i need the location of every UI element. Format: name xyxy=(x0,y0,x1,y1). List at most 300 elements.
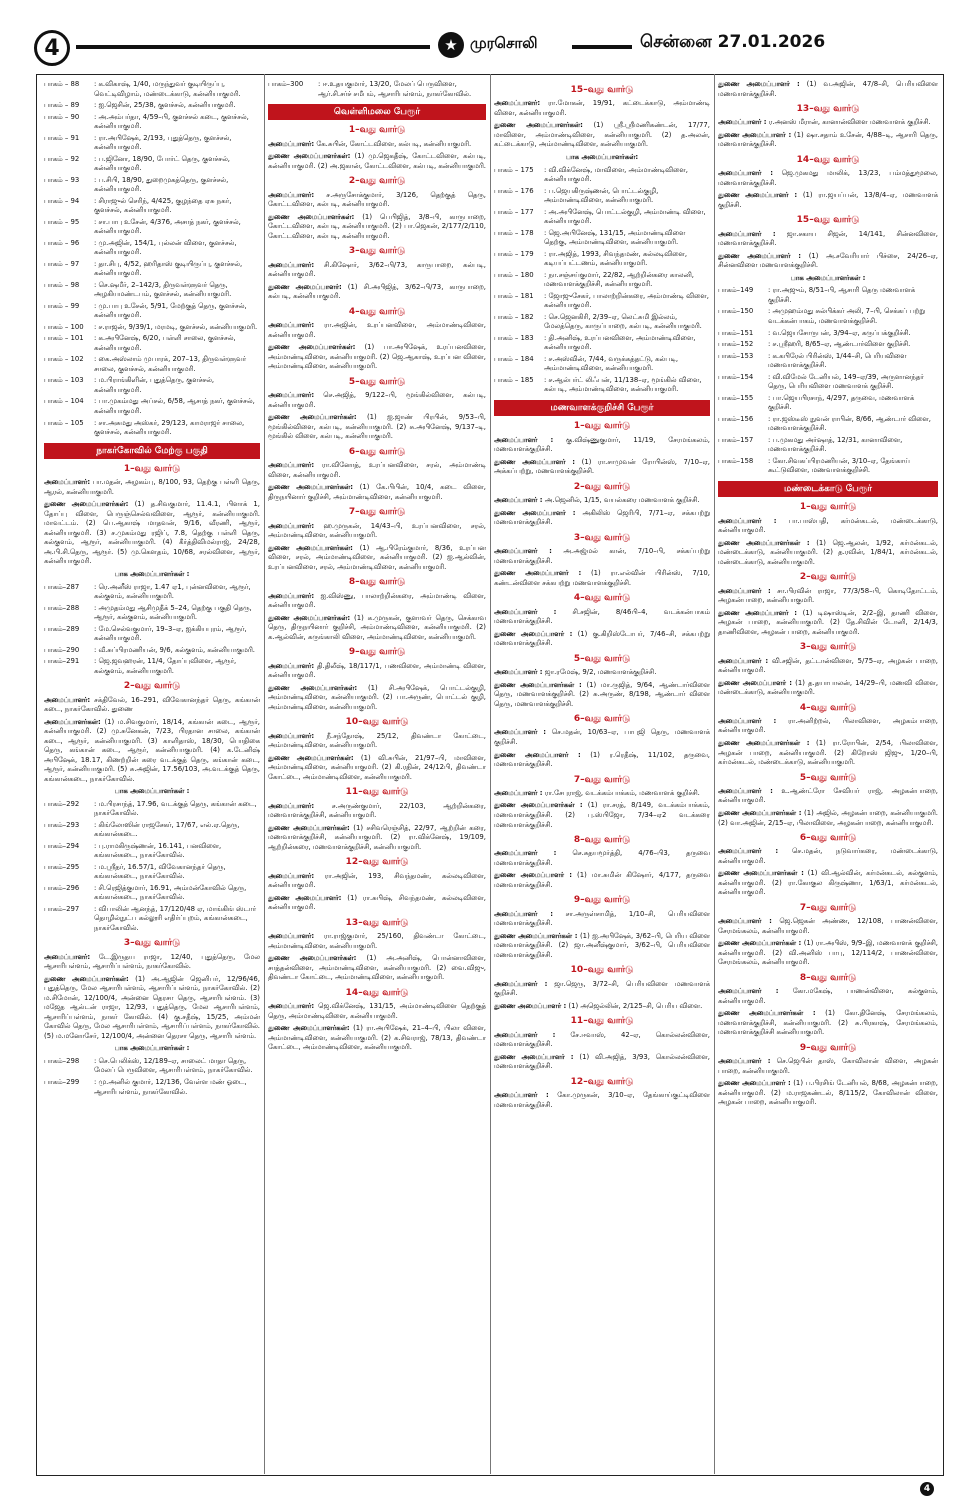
appointee-paragraph xyxy=(718,131,938,150)
booth-number: பாகம்–152 xyxy=(718,340,754,349)
booth-appointee: : தி.அனிஷ், உரப்பனவிளை, அம்மாண்டிவிளை, கன்னியாகுமரி. xyxy=(544,333,696,352)
booth-appointee: : அ.அபினேஷ், பொட்டல்குழி, அம்மாண்டி விளை, கன்னியாகுமரி. xyxy=(544,207,706,226)
appointee-details: (1) ஷா.சதாம் உசேன், 4/88–டி, ஆசாரி தெரு, மணவாளக்குறிச்சி. xyxy=(718,130,938,149)
role-label: அமைப்பாளர்: xyxy=(268,871,315,880)
appointee-details: (1) மா.சுமின் கிஷோர், 4/177, தருவை மணவாளக்குறிச்சி. xyxy=(494,871,710,889)
appointee-paragraph xyxy=(718,1009,938,1038)
role-label: துணை அமைப்பாளர்கள்: xyxy=(268,343,356,352)
booth-number: பாகம்–157 xyxy=(718,435,754,444)
role-label: அமைப்பாளர்: xyxy=(268,321,315,330)
role-label: அமைப்பாளர் : xyxy=(718,656,769,665)
appointee-details: (1) ரா.அபிஸ், 9/9–இ, மணவாளக் குறிச்சி, கன்னியாகுமரி. (2) வி.அனிஸ் பாபு, 12/114/2, பாணன்விளை, சேரமங்கலம், கன்னியாகுமரி. xyxy=(718,939,938,967)
appointee-paragraph xyxy=(494,871,710,890)
appointee-paragraph xyxy=(718,118,938,128)
booth-entry xyxy=(494,271,710,290)
appointee-details: (1) கு.கிறிஸ்டோபர், 7/46–சி, சக்கபற்று மணவாளக்குறிச்சி. xyxy=(494,629,710,648)
booth-appointee: : சா.அசுமது அஸ்கர், 29/123, காமராஜர் சாலை, குளச்சல், கன்னியாகுமரி. xyxy=(94,418,245,437)
appointee-paragraph xyxy=(718,987,938,1006)
booth-entry xyxy=(44,905,260,934)
appointee-paragraph xyxy=(494,458,710,477)
booth-appointee: : மே.செல்வகுமார், 19–3–ஏ, ஐக்கியபுரம், ஆரூர், கன்னியாகுமரி. xyxy=(94,624,247,643)
appointee-paragraph xyxy=(494,1031,710,1050)
appointee-details: ஜா.சகாய சிஜன், 14/141, சின்னவிளை, மணவாளக்குறிச்சி. xyxy=(718,229,938,248)
booth-number: பாகம்–296 xyxy=(44,883,80,892)
appointee-paragraph xyxy=(494,801,710,830)
appointee-paragraph xyxy=(268,1002,486,1021)
appointee-paragraph xyxy=(268,824,486,853)
role-label: துணை அமைப்பாளர்கள்: xyxy=(268,683,358,692)
ward-heading: 9–வது வார்டு xyxy=(799,1042,857,1053)
booth-number: பாகம் – 96 xyxy=(44,238,80,247)
role-label: துணை அமைப்பாளர்கள் : xyxy=(494,931,578,940)
appointee-details: (1) ஆ.பிரேம்குமார், 8/36, உரப்பன விளை, சரல், அம்மாண்டிவிளை, கன்னியாகுமரி. (2) ஐ.ஆல்வின், உரப்பனவிளை, சரல், அம்மாண்டிவிளை, கன்னியாகுமரி. xyxy=(268,543,486,571)
appointee-details: (1) அஜெல்லின், 2/125–சி, பெரிய விளை. xyxy=(566,1001,703,1010)
role-label: அமைப்பாளர் : xyxy=(494,849,557,858)
ward-heading: 3–வது வார்டு xyxy=(348,246,406,257)
appointee-details: (1) த.தயாபாலன், 14/29–பி, மணவி விளை, மண்டைக்காடு, கன்னியாகுமரி. xyxy=(718,678,938,697)
appointee-paragraph xyxy=(268,802,486,821)
footer-page-number: 4 xyxy=(920,1482,934,1496)
booth-entry xyxy=(44,155,260,174)
role-label: அமைப்பாளர்: xyxy=(268,190,315,199)
appointee-paragraph xyxy=(718,869,938,898)
appointee-paragraph xyxy=(44,500,260,567)
booth-appointee: : தா.சிபு, 4/52, ஹரிதாஸ் குடியிருப்பு, குளச்சல், கன்னியாகுமரி. xyxy=(94,259,243,278)
booth-entry xyxy=(44,657,260,676)
booth-entry xyxy=(44,419,260,438)
booth-appointee: : பு.ராமகிருஷ்ணன், 16.141, பனவிளை, கங்கான்கடை, நாகர்கோவில். xyxy=(94,841,222,860)
role-label: அமைப்பாளர் : xyxy=(718,229,776,238)
booth-appointee: : கோ.சிவகப்பிரமணியன், 3/10–ஏ, தேங்காய் கூட்டுவிளை, மணவாளக்குறிச்சி. xyxy=(768,456,910,475)
ward-heading: 8–வது வார்டு xyxy=(573,835,631,846)
appointee-details: சி.கிஷோர், 3/62–பி/73, காருபாறை, கல்படி, கன்னியாகுமரி. xyxy=(268,260,486,279)
role-label: அமைப்பாளர்: xyxy=(268,139,315,148)
booth-entry xyxy=(718,329,938,339)
appointee-paragraph xyxy=(44,975,260,1042)
role-label: அமைப்பாளர்: xyxy=(268,801,315,810)
appointee-paragraph xyxy=(268,152,486,171)
booth-number: பாகம் – 101 xyxy=(44,334,84,343)
ward-heading: 15–வது வார்டு xyxy=(570,85,634,95)
appointee-paragraph xyxy=(268,544,486,573)
booth-entry xyxy=(494,166,710,185)
ward-heading: 4–வது வார்டு xyxy=(348,306,406,317)
appointee-details: ஜெ.விக்னேஷ், 131/15, அம்மாண்டிவிளை தெற்குத் தெரு, அம்மாண்டிவிளை, கன்னியாகுமரி. xyxy=(268,1002,486,1020)
appointee-paragraph xyxy=(268,413,486,442)
role-label: துணை அமைப்பாளர் : xyxy=(494,629,573,638)
ward-heading: 10–வது வார்டு xyxy=(345,717,409,728)
role-label: துணை அமைப்பாளர் : xyxy=(718,251,802,260)
booth-appointee: : ஜெ.அபினேஷ், 131/15, அம்மாண்டிவிளை தெற்கு, அம்மாண்டிவிளை, கன்னியாகுமரி. xyxy=(544,228,686,247)
role-label: துணை அமைப்பாளர் : xyxy=(494,1001,567,1010)
appointee-details: (1) க.முருகன், குளாவர் தெரு, செக்காவ தெரு, திருநயினார் குறிச்சி, அம்மாண்டிவிளை, கன்னியாகுமரி. (2) க.ஆல்வின், கருங்காலி விளை, அம்மாண்டிவிளை, கன்னியாகுமரி. xyxy=(268,613,486,641)
booth-number: பாகம்–298 xyxy=(44,1056,80,1065)
booth-number: பாகம்–150 xyxy=(718,307,754,316)
appointee-details: ர.அனஸ் மீரான், கானான்விளை மணவாளக் குறிச்சி. xyxy=(766,118,931,127)
appointee-paragraph xyxy=(494,751,710,770)
booth-entry xyxy=(718,436,938,455)
appointee-details: கோ.முருகன், 3/10–ஏ, தேங்காய்குட்டிவிளை மணவாளக்குறிச்சி. xyxy=(494,1091,710,1109)
booth-appointee: : ப.ஜெயகிருஷ்ணன், பொட்டல்குழி, அம்மாண்டிவிளை, கன்னியாகுமரி. xyxy=(544,186,659,205)
appointee-paragraph xyxy=(268,872,486,891)
appointee-paragraph xyxy=(268,592,486,611)
role-label: துணை அமைப்பாளர் : xyxy=(494,457,576,466)
appointee-details: கோ.மகேஷ், பாணன்விளை, கல்குளம், கன்னியாகுமரி. xyxy=(718,987,938,1005)
ward-heading: 2–வது வார்டு xyxy=(123,681,181,692)
role-label: அமைப்பாளர்: xyxy=(268,461,315,470)
subheading: பாக அமைப்பாளர்கள் : xyxy=(790,273,866,282)
appointee-details: ஜெ.முகமது மாலிக், 13/23, பம்மத்துமூலை, மணவாளக்குறிச்சி. xyxy=(718,169,938,187)
ward-heading: 5–வது வார்டு xyxy=(799,772,857,783)
booth-number: பாகம் – 181 xyxy=(494,291,534,300)
ward-heading: 12–வது வார்டு xyxy=(570,1076,634,1087)
booth-number: பாகம்–156 xyxy=(718,414,754,423)
role-label: துணை அமைப்பாளர் : xyxy=(494,1052,574,1061)
appointee-details: சா.அருள்சாமித், 1/10–சி, பெரியவிளை மணவாளக்குறிச்சி. xyxy=(494,909,710,928)
booth-entry xyxy=(44,376,260,395)
appointee-details: செ.ஜெபின் தாஸ், கோவிலான் விளை, அழகன் பாறை, கன்னியாகுமரி. xyxy=(718,1057,938,1075)
appointee-paragraph xyxy=(44,696,260,715)
appointee-details: ரா.வினோத், உரப்பனவிளை, சரல், அம்மாண்டி விளை, கன்னியாகுமரி. xyxy=(268,461,486,479)
booth-entry xyxy=(44,646,260,656)
appointee-details: (1) த.சிவகுமார், 11.4.1, பிளாக் 1, தோப்பு விளை, பெருஞ்செல்வவிளை, ஆரூர், கன்னியாகுமரி. மாவட்டம். (2) பெ.ஆகாஷ் மாதவன், 9/16, வீரணி, ஆரூர், கன்னியாகுமரி. (3) ச.முகம்மது ரஜிப், 7.8, தெற்கு பள்ளி தெரு, கல்குளம், ஆரூர், கன்னியாகுமரி. (4) கீர்த்திவிமல்ராஜ், 24/28, அ.பி.சி.தெரு, ஆரூர். (5) மு.கௌதம், 10/68, சரல்விளை, ஆரூர், கன்னியாகுமரி. xyxy=(44,500,260,566)
appointee-details: (1) சசிவரெஞ்சித், 22/97, ஆற்றின் கரை, மணவாளக்குறிச்சி, கன்னியாகுமரி. (2) ரா.விக்னேஷ், 19/109, ஆற்றின்கரை, மணவாளக்குறிச்சி, கன்னியாகுமரி. xyxy=(268,823,486,851)
booth-number: பாகம் – 97 xyxy=(44,259,80,268)
appointee-paragraph xyxy=(494,121,710,150)
booth-entry xyxy=(44,218,260,237)
booth-entry xyxy=(494,229,710,248)
ward-heading: 7–வது வார்டு xyxy=(348,507,406,518)
booth-appointee: : ரா.அஜும், 8/51–பி, ஆசாரி தெரு மணவாளக் குறிச்சி. xyxy=(768,286,916,304)
role-label: துணை அமைப்பாளர்கள்: xyxy=(268,954,357,963)
appointee-details: அ.அஜ்மல் கான், 7/10–பி, சக்கப்பற்று மணவாளக்குறிச்சி. xyxy=(494,547,710,565)
appointee-details: (1) அ.ஆஜின் ஜெனிபர், 12/96/46, புதுத்தெரு, மேல ஆசாரிபள்ளம், ஆசாரிப்பள்ளம், நாகர்கோவில். (2) ம.சிமோன், 12/100/4, அன்னை தெரசா தெரு, ஆசாரிபள்ளம். (3) மஜேத ஆல்டன் ராஜா, 12/93, புதுத்தெரு, மேல ஆசாரிபள்ளம், ஆசாரிப்பள்ளம், நாகர் கோவில். (4) கு.சதீஷ், 15/25, அம்மன் கோவில் தெரு, மேல ஆசாரிபள்ளம், ஆசாரிப்பள்ளம், நாகர்கோவில். (5) ம.மனோசேர், 12/100/4, அன்னை தெரசா தெரு, ஆசாரிபள்ளம். xyxy=(44,974,260,1040)
booth-entry xyxy=(44,260,260,279)
ward-heading: 7–வது வார்டு xyxy=(573,774,631,785)
booth-number: பாகம்–151 xyxy=(718,328,754,337)
role-label: அமைப்பாளர் : xyxy=(494,728,547,737)
appointee-paragraph xyxy=(718,517,938,536)
ward-heading: 9–வது வார்டு xyxy=(573,895,631,906)
appointee-paragraph xyxy=(718,679,938,698)
role-label: அமைப்பாளர்: xyxy=(268,521,315,530)
ward-heading: 8–வது வார்டு xyxy=(348,577,406,588)
ward-heading: 7–வது வார்டு xyxy=(799,903,857,913)
appointee-details: (1) ம.சிவகுமார், 18/14, கங்கான் கடை, ஆரூர், கன்னியாகுமரி. (2) மு.சுனேகன், 7/23, பிரதான சாலை, கங்கான் கடை, ஆரூர், கன்னியாகுமரி. (3) காளிதாஸ், 18/30, பொதிகை தெரு, கங்கான் கடை, ஆரூர், கன்னியாகுமரி. (4) க.டேனிஷ் அபிஷேக், 18.17, கிணற்றின் கரை வடக்குத் தெரு, கங்கான் கடை, ஆரூர், கன்னியாகுமரி. (5) சு.அஜின், 17.56/103, அ.வடக்குத் தெரு, கங்கான்கடை, நாகர்கோவில். xyxy=(44,717,260,783)
appointee-paragraph xyxy=(494,668,710,678)
appointee-paragraph xyxy=(494,789,710,799)
appointee-details: ச.அருசோக்குமார், 3/126, தெற்குத் தெரு, கோட்டவிளை, கல்படி, கன்னியாகுமரி. xyxy=(268,190,486,209)
appointee-details: பா.மதன், அழகம்பு, 8/100, 93, தெற்கு பள்ளி தெரு, ஆரல், கன்னியாகுமரி. xyxy=(44,478,260,496)
appointee-details: (1) ரா.சரத், 8/149, வடக்கம்பாக்கம், மணவாளக்குறிச்சி. (2) பு.ஸ்பிஜோ, 7/34–ஏ2 வடக்கரை மணவாளக்குறிச்சி. xyxy=(494,801,710,829)
ward-heading: 11–வது வார்டு xyxy=(570,1016,634,1027)
booth-entry xyxy=(268,80,486,99)
appointee-details: அ.ஜெனில், 1/15, வயல்கரை மணவாளக் குறிச்சி. xyxy=(542,496,700,505)
role-label: அமைப்பாளர் : xyxy=(718,1057,771,1066)
appointee-details: ஜா.ஜெரு, 3/72–சி, பெரியவிளை மணவாளக் குறிச்சி. xyxy=(494,979,710,998)
booth-number: பாகம் – 91 xyxy=(44,133,80,142)
booth-entry xyxy=(718,457,938,476)
role-label: துணை அமைப்பாளர்கள் : xyxy=(718,939,802,948)
booth-entry xyxy=(44,1078,260,1097)
booth-entry xyxy=(44,863,260,882)
booth-entry xyxy=(718,307,938,326)
booth-appointee: : க.விகாஷ், 1/40, மருந்துவர் குடியிருப்பு, வெட்டிவிழாம், மண்டைக்காடு, கன்னியாகுமரி. xyxy=(94,80,241,98)
appointee-paragraph xyxy=(718,739,938,768)
booth-entry xyxy=(44,334,260,353)
booth-entry xyxy=(44,101,260,111)
booth-number: பாகம் – 98 xyxy=(44,280,80,289)
appointee-paragraph xyxy=(494,436,710,455)
booth-number: பாகம்–149 xyxy=(718,286,754,295)
appointee-paragraph xyxy=(494,681,710,710)
newspaper-title: முரசொலி xyxy=(470,34,538,52)
appointee-paragraph xyxy=(494,728,710,747)
appointee-details: (1) டிஷாஸ்டின், 2/2–இ, தாணி விளை, அழகன் பாறை, கன்னியாகுமரி. (2) தே.சிவின் டோனி, 2/14/3, தாணிவிளை, அழகன் பாறை, கன்னியாகுமரி. xyxy=(718,608,938,636)
appointee-paragraph xyxy=(44,718,260,785)
booth-entry xyxy=(718,352,938,371)
role-label: துணை அமைப்பாளர் : xyxy=(494,750,581,759)
appointee-details: (1) ஐ.அபிஷேக், 3/62–பி, பெரிய விளை மணவாளக்குறிச்சி. (2) ஜா.அனீஷ்குமார், 3/62–பி, பெரியவிளை மணவாளக்குறிச்சி. xyxy=(494,931,710,959)
text-column-4 xyxy=(718,80,938,1472)
appointee-details: (1) ஐ.ஜாண் பிரபின், 9/53–பி, மூங்கில்விளை, கல்படி, கன்னியாகுமரி. (2) சு.அபினேஷ், 9/137–டி, மூங்கில் விளை, கல்படி, கன்னியாகுமரி. xyxy=(268,413,486,441)
newspaper-logo-icon: ★ xyxy=(438,32,464,58)
booth-entry xyxy=(44,821,260,840)
booth-appointee: : சி.ரெஜித்குமார், 16.91, அம்மன்கோவில் தெரு, கங்கான்கடை, நாகர்கோவில். xyxy=(94,883,247,902)
booth-number: பாகம் – 103 xyxy=(44,376,84,385)
ward-heading: 5–வது வார்டு xyxy=(348,376,406,387)
role-label: துணை அமைப்பாளர்கள்: xyxy=(268,212,355,221)
role-label: அமைப்பாளர்: xyxy=(268,260,315,269)
booth-appointee: : ச.ராஜன், 9/39/1, மரமடி, குளச்சல், கன்னியாகுமரி. xyxy=(94,322,258,331)
booth-entry xyxy=(494,187,710,206)
booth-appointee: : ரா.ஜஸ்டீஸ் நுவன் ராபின், 8/66, ஆண்டார் விளை, மணவாளக்குறிச்சி. xyxy=(768,414,931,433)
role-label: துணை அமைப்பாளர்: xyxy=(268,893,342,902)
appointee-paragraph xyxy=(268,684,486,713)
appointee-details: சே.ஈவாஸ், 42–ஏ, கொல்லன்விளை, மணவாளக்குறிச்சி. xyxy=(494,1030,710,1049)
role-label: துணை அமைப்பாளர்கள் : xyxy=(718,739,810,747)
booth-number: பாகம் – 178 xyxy=(494,228,534,237)
appointee-details: செ.மதன், நடுவார்கரை, மண்டைக்காடு, கன்னியாகுமரி. xyxy=(718,847,938,865)
role-label: அமைப்பாளர்: xyxy=(268,591,315,600)
booth-number: பாகம்–293 xyxy=(44,820,80,829)
appointee-details: செ.சுதயமூர்த்தி, 4/76–பி3, தருவை மணவாளக்குறிச்சி. xyxy=(494,849,710,867)
ward-heading: 8–வது வார்டு xyxy=(799,972,857,983)
appointee-paragraph xyxy=(718,939,938,968)
booth-entry xyxy=(44,842,260,861)
booth-appointee: : ஜோஜுசேகர், பாலாற்றின்கரை, அம்மாண்டி விளை, கன்னியாகுமரி. xyxy=(544,291,709,310)
role-label: துணை அமைப்பாளர்கள்: xyxy=(268,152,351,161)
appointee-paragraph xyxy=(268,140,486,150)
appointee-paragraph xyxy=(44,478,260,497)
ward-heading: 3–வது வார்டு xyxy=(123,938,181,949)
booth-entry xyxy=(44,80,260,99)
dateline: சென்னை 27.01.2026 xyxy=(640,32,826,52)
booth-entry xyxy=(494,355,710,374)
appointee-paragraph xyxy=(494,1002,710,1012)
ward-heading: 13–வது வார்டு xyxy=(796,104,860,115)
appointee-details: ரா.அஜின், உரப்பனவிளை, அம்மாண்டிவிளை, கன்னியாகுமரி. xyxy=(268,321,486,339)
booth-number: பாகம்–287 xyxy=(44,582,80,591)
appointee-paragraph xyxy=(268,1024,486,1053)
role-label: துணை அமைப்பாளர்கள்: xyxy=(268,753,354,762)
role-label: அமைப்பாளர்: xyxy=(268,932,315,941)
booth-entry xyxy=(44,176,260,195)
role-label: அமைப்பாளர் : xyxy=(718,586,771,595)
booth-entry xyxy=(718,394,938,413)
appointee-paragraph xyxy=(718,1079,938,1108)
appointee-paragraph xyxy=(718,539,938,568)
booth-number: பாகம்–158 xyxy=(718,456,754,465)
appointee-details: ச.அருண்குமார், 22/103, ஆற்றின்கரை, மணவாளக்குறிச்சி, கன்னியாகுமரி. xyxy=(268,801,486,820)
role-label: அமைப்பாளர்கள்: xyxy=(44,717,101,726)
booth-number: பாகம்–291 xyxy=(44,657,80,666)
role-label: துணை அமைப்பாளர்கள் : xyxy=(494,680,582,689)
role-label: அமைப்பாளர் : xyxy=(494,979,548,988)
ward-heading: 10–வது வார்டு xyxy=(570,965,634,976)
booth-entry xyxy=(718,415,938,434)
booth-number: பாகம் – 88 xyxy=(44,80,80,88)
role-label: அமைப்பாளர் : xyxy=(718,987,779,996)
appointee-paragraph xyxy=(718,252,938,271)
role-label: அமைப்பாளர் : xyxy=(718,169,773,178)
appointee-paragraph xyxy=(494,547,710,566)
role-label: துணை அமைப்பாளர்கள் : xyxy=(718,1009,816,1018)
role-label: துணை அமைப்பாளர்கள்: xyxy=(268,413,357,422)
appointee-details: சி.சஜின், 8/46பி–4, வடக்கன்பாகம் மணவாளக்குறிச்சி. xyxy=(494,607,710,626)
appointee-paragraph xyxy=(718,657,938,676)
ward-heading: 6–வது வார்டு xyxy=(799,833,857,844)
booth-appointee: : அமுஹம்மது சுல்பிக்கர் அலி, 7–பி, செக்கப் பற்று வடக்கன்பாகம், மணவாளக்குறிச்சி. xyxy=(768,307,926,325)
role-label: அமைப்பாளர்: xyxy=(268,661,315,670)
role-label: அமைப்பாளர்: xyxy=(44,952,91,961)
appointee-paragraph xyxy=(268,954,486,983)
appointee-details: (1) ரா.சுபிஷ், சிவந்தமண், கல்லடிவிளை, கன்னியாகுமரி. xyxy=(268,893,486,912)
appointee-paragraph xyxy=(494,849,710,868)
appointee-paragraph xyxy=(718,787,938,806)
appointee-details: (1) ஸ்ரீ.ஸ்ரீமணிகண்டன், 17/77, மாவிளை, அம்மாண்டிவிளை, கன்னியாகுமரி. (2) த.அலன், கட்டைக்காடு, அம்மாண்டிவிளை, கன்னியாகுமரி. xyxy=(494,121,710,149)
booth-entry xyxy=(44,239,260,258)
ward-heading: 4–வது வார்டு xyxy=(573,593,631,604)
masthead-rule-left xyxy=(76,45,430,49)
appointee-details: (1) மு.ஜெகதீஷ், கோட்டவிளை, கல்படி, கன்னியாகுமரி. (2) அ.ஜகான், கோட்டவிளை, கல்படி, கன்னியாகுமரி. xyxy=(268,152,486,170)
appointee-paragraph xyxy=(268,461,486,480)
role-label: அமைப்பாளர் : xyxy=(494,1091,549,1100)
appointee-details: சக்திவேல், 16–291, விவேகானந்தர் தெரு, கங்கான் கடை, நாகர்கோவில். துணை xyxy=(44,695,260,714)
ward-heading: 3–வது வார்டு xyxy=(799,642,857,653)
appointee-details: ரா.சேபுராஜ், வடக்கம்பாக்கம், மணவாளக் குறிச்சி. xyxy=(542,788,700,797)
appointee-details: (1) வ.அஜின், 47/8–சி, பெரியவிளை மணவாளக்குறிச்சி. xyxy=(718,80,938,98)
role-label: அமைப்பாளர் : xyxy=(494,547,552,556)
booth-appointee: : வ.ஜெயசோருபன், 3/94–ஏ, கருப்பக்குறிச்சி. xyxy=(768,328,911,337)
ward-heading: 4–வது வார்டு xyxy=(799,702,857,713)
appointee-paragraph xyxy=(268,343,486,372)
booth-number: பாகம் – 105 xyxy=(44,418,84,427)
appointee-details: (1) அ.சவேரியார் பிச்சை, 24/26–ஏ, சின்னவிளை மணவாளக்குறிச்சி. xyxy=(718,251,938,270)
role-label: துணை அமைப்பாளர் : xyxy=(718,608,798,617)
role-label: அமைப்பாளர்: xyxy=(268,391,315,400)
booth-entry xyxy=(44,134,260,153)
booth-entry xyxy=(494,313,710,332)
role-label: துணை அமைப்பாளர்: xyxy=(268,282,342,291)
ward-heading: 12–வது வார்டு xyxy=(345,857,409,868)
booth-entry xyxy=(718,286,938,305)
appointee-details: கே.சுபின், கோட்டவிளை, கல்படி, கன்னியாகுமரி. xyxy=(314,139,472,148)
appointee-paragraph xyxy=(268,283,486,302)
booth-appointee: : ஐ.ஜெசின், 25/38, குளச்சல், கன்னியாகுமரி. xyxy=(94,101,236,110)
booth-number: பாகம்–292 xyxy=(44,799,80,808)
booth-entry xyxy=(44,323,260,333)
appointee-paragraph xyxy=(44,953,260,972)
booth-entry xyxy=(44,113,260,132)
booth-appointee: : செ.பெலிக்ஸ், 12/189–ஏ, சாலைட் மாதா தெரு, மேலப் பெருவிளை, ஆசாரிபள்ளம், நாகர்கோவில். xyxy=(94,1056,253,1075)
booth-number: பாகம் – 92 xyxy=(44,154,80,163)
role-label: அமைப்பாளர் : xyxy=(494,909,553,918)
booth-appointee: : விபாலின் ஆனந்த், 17/120/48 ஏ, மாங்கிங் ஸ்டார் தொழில்நுட்ப கல்லூரி எதிர்ப்புறம், கங்கான்கடை, நாகர்கோவில். xyxy=(94,904,257,932)
booth-appointee: : செ.ஜெனகிரி, 2/39–ஏ, லெட்சுமி இல்லம், மேலத்தெரு, காருப்பாறை, கல்படி, கன்னியாகுமரி. xyxy=(544,312,702,331)
ward-heading: 14–வது வார்டு xyxy=(796,154,860,165)
booth-number: பாகம்–154 xyxy=(718,372,754,381)
role-label: துணை அமைப்பாளர்கள் : xyxy=(718,538,810,547)
appointee-details: (1) வி.சுபின், 21/97–பி, மாவிளை, அம்மாண்டிவிளை, கன்னியாகுமரி. (2) கி.ரதின், 24/12பி, திவண்டா கோட்டை, அம்மாண்டிவிளை, கன்னியாகுமரி. xyxy=(268,753,486,781)
appointee-paragraph xyxy=(268,191,486,210)
booth-appointee: : பா.முகம்மது அப்சல், 6/58, ஆசாத் நகர், குளச்சல், கன்னியாகுமரி. xyxy=(94,397,255,415)
role-label: துணை அமைப்பாளர்கள்: xyxy=(494,121,583,130)
booth-number: பாகம்–299 xyxy=(44,1078,80,1086)
booth-appointee: : பா.ஜெயபிரசாந், 4/297, தருவை, மணவாளக் குறிச்சி. xyxy=(768,393,915,412)
appointee-paragraph xyxy=(494,608,710,627)
section-heading: வெள்ளிமலை பேரூர் xyxy=(268,104,486,120)
appointee-paragraph xyxy=(268,732,486,751)
page-number-badge: 4 xyxy=(34,30,70,66)
appointee-paragraph xyxy=(718,847,938,866)
appointee-details: செ.மதன், 10/63–ஏ, பாபுஜி தெரு, மணவாளக் குறிச்சி. xyxy=(494,728,710,746)
role-label: துணை அமைப்பாளர் : xyxy=(718,191,798,200)
role-label: அமைப்பாளர் : xyxy=(494,1030,556,1039)
appointee-paragraph xyxy=(268,261,486,280)
appointee-paragraph xyxy=(494,99,710,118)
role-label: துணை அமைப்பாளர்கள்: xyxy=(268,543,353,552)
booth-entry xyxy=(44,355,260,374)
appointee-paragraph xyxy=(494,509,710,528)
role-label: துணை அமைப்பாளர்கள்: xyxy=(268,1024,350,1033)
appointee-details: ஜெ.ஜெகன் அண்ண, 12/108, பாணன்விளை, சேரமங்கலம், கன்னியாகுமரி. xyxy=(718,917,938,935)
appointee-details: நீ.சந்தோஷ், 25/12, திவண்டா கோட்டை, அம்மாண்டிவிளை, கன்னியாகுமரி. xyxy=(268,731,486,750)
booth-number: பாகம் – 99 xyxy=(44,301,80,310)
masthead-rule-right xyxy=(572,45,632,49)
appointee-details: (1) கோ.தினேஷ், சேரமங்கலம், மணவாளக்குறிச்சி, கன்னியாகுமரி. (2) சு.பிரகாஷ், சேரமங்கலம், மணவாளக்குறிச்சி கன்னியாகுமரி. xyxy=(718,1009,938,1037)
booth-number: பாகம்–300 xyxy=(268,80,304,88)
appointee-paragraph xyxy=(268,483,486,502)
appointee-paragraph xyxy=(494,630,710,649)
appointee-details: ரா.ராஜ்குமார், 25/160, திவண்டா கோட்டை, அம்மாண்டிவிளை, கன்னியாகுமரி. xyxy=(268,932,486,950)
appointee-paragraph xyxy=(718,717,938,736)
appointee-paragraph xyxy=(718,191,938,210)
booth-appointee: : சிராஜுல் செரிந், 4/425, குழந்தை ஏசு நகர், குளச்சல், கன்னியாகுமரி. xyxy=(94,196,232,215)
appointee-paragraph xyxy=(718,917,938,936)
ward-heading: 9–வது வார்டு xyxy=(348,647,406,658)
booth-number: பாகம் – 180 xyxy=(494,270,534,279)
appointee-details: (1) ரா.ஜயப்பன், 13/8/4–ஏ, மணவாளக் குறிச்சி. xyxy=(718,191,938,209)
role-label: அமைப்பாளர்: xyxy=(494,99,541,108)
booth-entry xyxy=(44,604,260,623)
booth-number: பாகம் – 176 xyxy=(494,186,534,195)
masthead xyxy=(0,0,972,64)
column-divider xyxy=(264,74,265,1474)
booth-appointee: : ம.பிரசாந்த், 17.96, வடக்குத் தெரு, கங்கான் கடை, நாகர்கோவில். xyxy=(94,799,257,818)
ward-heading: 6–வது வார்டு xyxy=(573,714,631,725)
text-column-2 xyxy=(268,80,486,1472)
